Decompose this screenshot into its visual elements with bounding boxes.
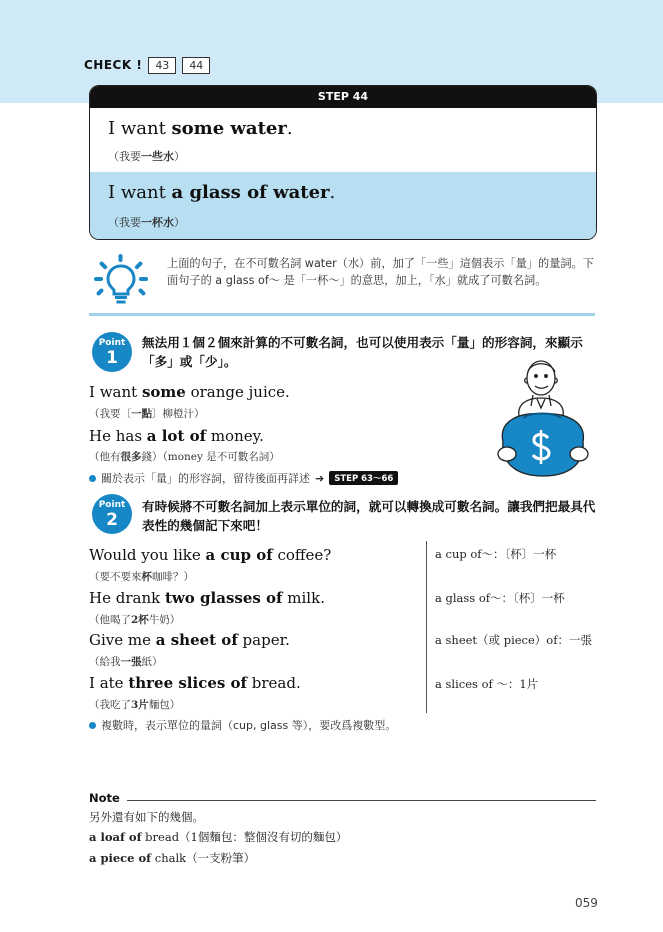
step-sentence-1-translation: （我要一些水）: [108, 150, 185, 163]
section-divider: [89, 313, 595, 316]
point-2-example-1-translation: （要不要來杯咖啡？）: [89, 571, 194, 583]
point-2-note: 複數時，表示單位的量詞（cup, glass 等），要改爲複數型。: [89, 717, 396, 733]
point-2-example-2-translation: （他喝了2杯牛奶）: [89, 614, 181, 626]
step-sentence-1: I want some water.: [108, 118, 293, 139]
unit-entry-2: a glass of～：〔杯〕一杯: [435, 591, 565, 605]
bullet-dot: [89, 475, 96, 482]
point-2-example-3-translation: （給我一張紙）: [89, 656, 163, 668]
point-1-note: 關於表示「量」的形容詞，留待後面再詳述 ➜ STEP 63～66: [89, 470, 398, 486]
point-2-text: 有時候將不可數名詞加上表示單位的詞，就可以轉換成可數名詞。讓我們把最具代表性的幾個記下來吧！: [142, 499, 596, 533]
lightbulb-icon: [93, 253, 149, 305]
note-line-3: a piece of chalk（一支粉筆）: [89, 851, 256, 865]
point-1-badge: Point 1: [92, 332, 132, 372]
unit-entry-1: a cup of～：〔杯〕一杯: [435, 547, 557, 561]
point-2-badge: Point 2: [92, 494, 132, 534]
step-reference[interactable]: STEP 63～66: [329, 471, 398, 485]
point-2-example-2: He drank two glasses of milk.: [89, 589, 325, 607]
unit-column-divider: [426, 541, 427, 713]
point-1-example-1-translation: （我要〔一點〕柳橙汁）: [89, 408, 205, 420]
man-money-bag-illustration: [493, 358, 593, 488]
point-2-example-4-translation: （我吃了3片麵包）: [89, 699, 181, 711]
point-1-example-2: He has a lot of money.: [89, 427, 264, 445]
point-1-example-1: I want some orange juice.: [89, 383, 290, 401]
point-2-example-1: Would you like a cup of coffee?: [89, 546, 332, 564]
step-sentence-1-panel: [90, 108, 596, 172]
check-box-current[interactable]: 44: [182, 57, 210, 74]
point-1-example-2-translation: （他有很多錢）（money 是不可數名詞）: [89, 451, 280, 463]
note-rule: [127, 800, 596, 801]
check-box-prev[interactable]: 43: [148, 57, 176, 74]
intro-text: 上面的句子，在不可數名詞 water（水）前，加了「一些」這個表示「量」的量詞。下面句子的 a glass of～ 是「一杯～」的意思，加上，「水」就成了可數名詞。: [167, 257, 594, 287]
note-label: Note: [89, 791, 120, 805]
step-box: [89, 85, 597, 240]
point-1-text: 無法用１個２個來計算的不可數名詞，也可以使用表示「量」的形容詞，來顯示「多」或「少」。: [142, 335, 583, 369]
note-line-1: 另外還有如下的幾個。: [89, 810, 204, 824]
step-sentence-2: I want a glass of water.: [108, 182, 336, 203]
note-line-2: a loaf of bread（1個麵包：整個沒有切的麵包）: [89, 830, 348, 844]
bullet-dot: [89, 722, 96, 729]
step-title: STEP 44: [90, 86, 596, 108]
point-2-example-4: I ate three slices of bread.: [89, 674, 301, 692]
check-header: [84, 56, 210, 74]
step-sentence-2-panel: [90, 172, 596, 239]
unit-entry-4: a slices of ～：1片: [435, 677, 539, 691]
check-label: CHECK !: [84, 58, 143, 72]
point-2-example-3: Give me a sheet of paper.: [89, 631, 290, 649]
page-number: 059: [575, 896, 598, 910]
unit-entry-3: a sheet（或 piece）of：一張: [435, 633, 592, 647]
step-sentence-2-translation: （我要一杯水）: [108, 216, 185, 229]
